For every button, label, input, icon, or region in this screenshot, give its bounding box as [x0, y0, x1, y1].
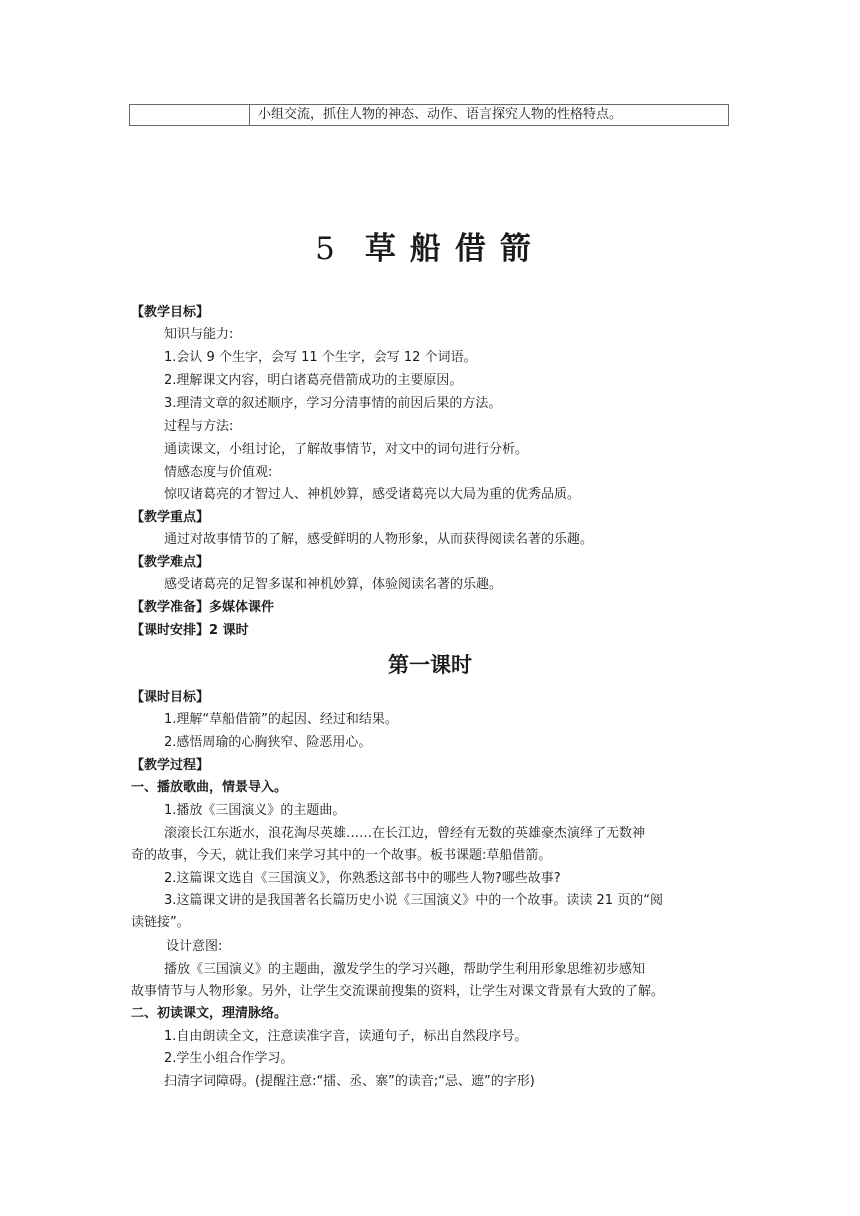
text-line: 播放《三国演义》的主题曲，激发学生的学习兴趣，帮助学生利用形象思维初步感知: [164, 962, 646, 977]
text-line: 设计意图:: [166, 939, 223, 954]
text-line: 1.自由朗读全文，注意读准字音，读通句子，标出自然段序号。: [164, 1029, 528, 1044]
text-line: 【教学过程】: [131, 758, 210, 773]
table-cell-empty: [130, 105, 250, 125]
text-line: 2.感悟周瑜的心胸狭窄、险恶用心。: [164, 735, 372, 750]
lesson-number: 5: [315, 231, 335, 267]
text-line: 扫清字词障碍。(提醒注意:“擂、丞、寨”的读音;“忌、遮”的字形): [164, 1074, 535, 1089]
text-line: 3.这篇课文讲的是我国著名长篇历史小说《三国演义》中的一个故事。读读 21 页的“阅: [164, 893, 663, 908]
text-line: 【课时安排】2 课时: [131, 623, 249, 638]
text-line: 过程与方法:: [164, 419, 234, 434]
text-line: 1.理解“草船借箭”的起因、经过和结果。: [164, 712, 398, 727]
text-line: 2.这篇课文选自《三国演义》，你熟悉这部书中的哪些人物?哪些故事?: [164, 871, 561, 886]
section-title: 第一课时: [388, 653, 472, 677]
table-cell-text: 小组交流，抓住人物的神态、动作、语言探究人物的性格特点。: [258, 107, 623, 122]
text-line: 【教学目标】: [131, 305, 210, 320]
text-line: 2.理解课文内容，明白诸葛亮借箭成功的主要原因。: [164, 373, 463, 388]
text-line: 惊叹诸葛亮的才智过人、神机妙算，感受诸葛亮以大局为重的优秀品质。: [164, 487, 581, 502]
top-table: [129, 104, 729, 126]
text-line: 知识与能力:: [164, 327, 234, 342]
text-line: 通过对故事情节的了解，感受鲜明的人物形象，从而获得阅读名著的乐趣。: [164, 532, 594, 547]
text-line: 2.学生小组合作学习。: [164, 1051, 294, 1066]
text-line: 感受诸葛亮的足智多谋和神机妙算，体验阅读名著的乐趣。: [164, 577, 503, 592]
text-line: 读链接”。: [131, 915, 190, 930]
text-line: 一、播放歌曲，情景导入。: [131, 780, 288, 795]
lesson-title: [0, 226, 860, 272]
text-line: 1.会认 9 个生字，会写 11 个生字，会写 12 个词语。: [164, 350, 477, 365]
text-line: 【教学重点】: [131, 510, 210, 525]
text-line: 故事情节与人物形象。另外，让学生交流课前搜集的资料，让学生对课文背景有大致的了解。: [131, 984, 665, 999]
text-line: 【课时目标】: [131, 690, 210, 705]
text-line: 滚滚长江东逝水，浪花淘尽英雄……在长江边，曾经有无数的英雄豪杰演绎了无数神: [164, 826, 646, 841]
text-line: 奇的故事，今天，就让我们来学习其中的一个故事。板书课题:草船借箭。: [131, 848, 552, 863]
text-line: 二、初读课文，理清脉络。: [131, 1006, 288, 1021]
text-line: 【教学难点】: [131, 555, 210, 570]
text-line: 【教学准备】多媒体课件: [131, 600, 275, 615]
text-line: 3.理清文章的叙述顺序，学习分清事情的前因后果的方法。: [164, 396, 502, 411]
text-line: 情感态度与价值观:: [164, 465, 273, 480]
text-line: 通读课文，小组讨论，了解故事情节，对文中的词句进行分析。: [164, 442, 529, 457]
lesson-name: 草船借箭: [364, 231, 545, 267]
text-line: 1.播放《三国演义》的主题曲。: [164, 803, 346, 818]
